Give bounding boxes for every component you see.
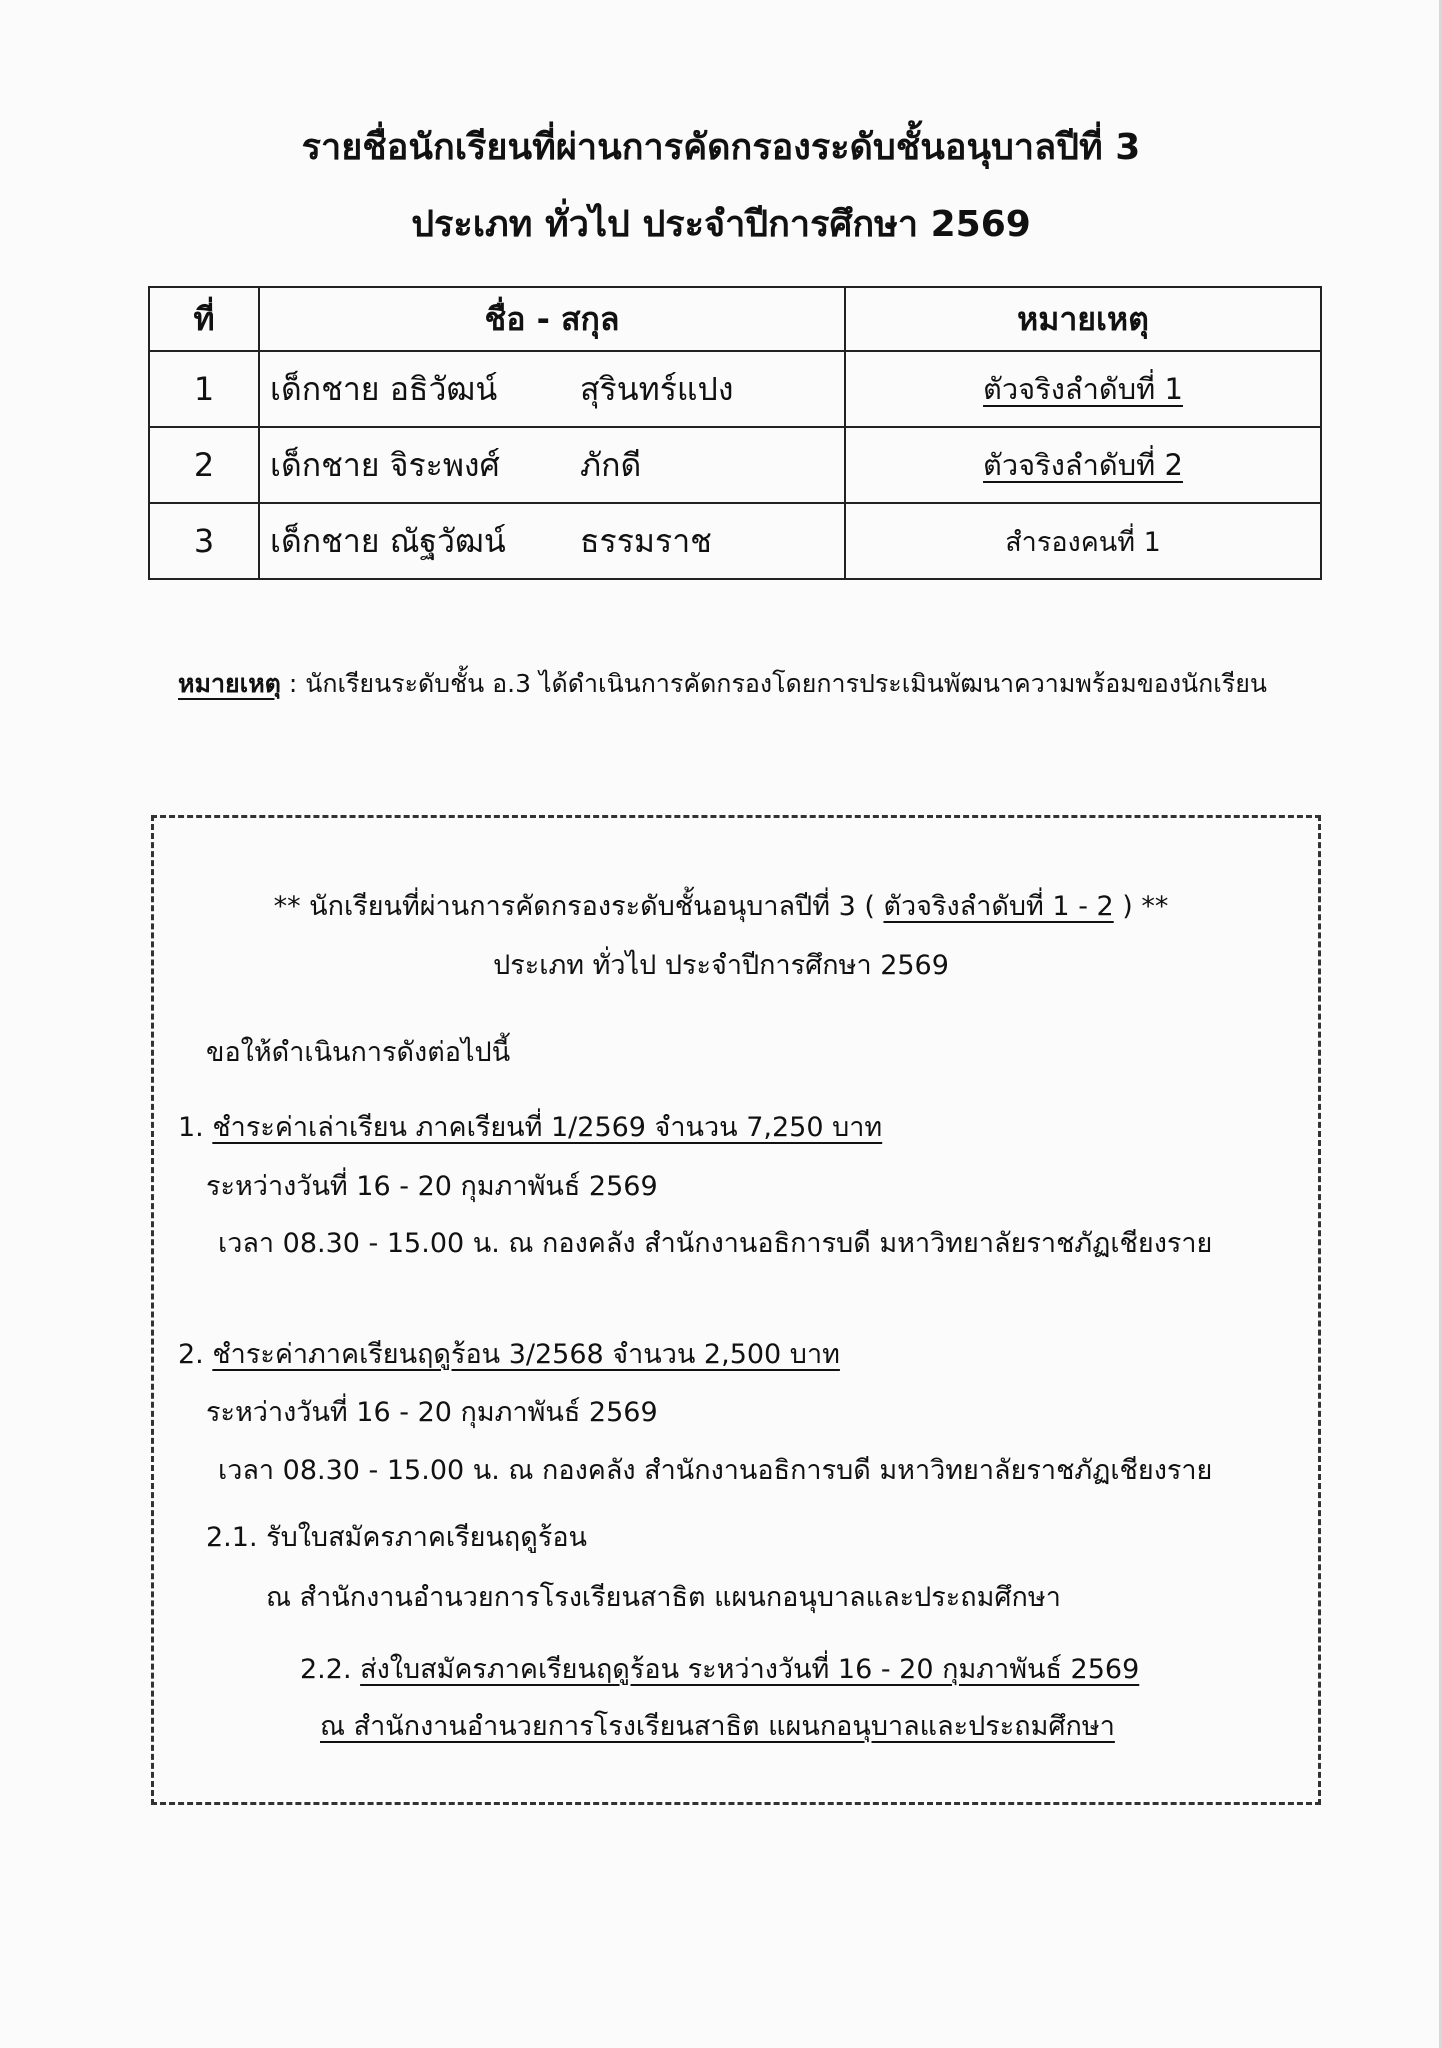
table-row bbox=[149, 351, 1321, 427]
item-2-date: ระหว่างวันที่ 16 - 20 กุมภาพันธ์ 2569 bbox=[206, 1397, 658, 1428]
box-heading-pre: ** นักเรียนที่ผ่านการคัดกรองระดับชั้นอนุบาลปีที่ 3 ( bbox=[273, 891, 884, 922]
row-note-text: ตัวจริงลำดับที่ 2 bbox=[983, 448, 1183, 482]
row-last-name: ภักดี bbox=[580, 445, 642, 484]
row-name bbox=[259, 351, 845, 427]
item-1-text: ชำระค่าเล่าเรียน ภาคเรียนที่ 1/2569 จำนวน 7,250 บาท bbox=[212, 1112, 883, 1143]
remark-label: หมายเหตุ bbox=[178, 669, 281, 698]
row-note bbox=[845, 427, 1321, 503]
row-note-text: ตัวจริงลำดับที่ 1 bbox=[983, 372, 1183, 406]
item-2-number: 2. bbox=[178, 1339, 213, 1370]
item-1 bbox=[178, 1105, 882, 1148]
box-intro: ขอให้ดำเนินการดังต่อไปนี้ bbox=[206, 1037, 511, 1068]
row-first-name: เด็กชาย ณัฐวัฒน์ bbox=[270, 521, 506, 560]
item-2-text: ชำระค่าภาคเรียนฤดูร้อน 3/2568 จำนวน 2,500 บาท bbox=[212, 1339, 840, 1370]
remark-text: : นักเรียนระดับชั้น อ.3 ได้ดำเนินการคัดกรองโดยการประเมินพัฒนาความพร้อมของนักเรียน bbox=[280, 669, 1267, 698]
table-row bbox=[149, 427, 1321, 503]
remark bbox=[178, 664, 1267, 704]
sub-item-2-2-place-text: ณ สำนักงานอำนวยการโรงเรียนสาธิต แผนกอนุบาลและประถมศึกษา bbox=[320, 1711, 1115, 1742]
header-note: หมายเหตุ bbox=[845, 287, 1321, 351]
row-no: 2 bbox=[149, 427, 259, 503]
row-name bbox=[259, 503, 845, 579]
box-heading-2: ประเภท ทั่วไป ประจำปีการศึกษา 2569 bbox=[493, 950, 949, 981]
item-1-place: เวลา 08.30 - 15.00 น. ณ กองคลัง สำนักงานอธิการบดี มหาวิทยาลัยราชภัฏเชียงราย bbox=[218, 1228, 1213, 1259]
sub-item-2-2 bbox=[300, 1647, 1139, 1690]
box-heading bbox=[0, 884, 1442, 927]
item-1-number: 1. bbox=[178, 1112, 213, 1143]
header-name: ชื่อ - สกุล bbox=[259, 287, 845, 351]
table-row bbox=[149, 503, 1321, 579]
item-2 bbox=[178, 1332, 840, 1375]
row-note bbox=[845, 503, 1321, 579]
table-header-row bbox=[149, 287, 1321, 351]
box-heading-post: ) ** bbox=[1113, 891, 1169, 922]
row-no: 1 bbox=[149, 351, 259, 427]
row-last-name: ธรรมราช bbox=[580, 521, 712, 560]
row-no: 3 bbox=[149, 503, 259, 579]
title-line-1: รายชื่อนักเรียนที่ผ่านการคัดกรองระดับชั้นอนุบาลปีที่ 3 bbox=[301, 127, 1141, 168]
row-name bbox=[259, 427, 845, 503]
item-1-date: ระหว่างวันที่ 16 - 20 กุมภาพันธ์ 2569 bbox=[206, 1171, 658, 1202]
sub-item-2-1-place: ณ สำนักงานอำนวยการโรงเรียนสาธิต แผนกอนุบาลและประถมศึกษา bbox=[266, 1582, 1061, 1613]
item-2-place: เวลา 08.30 - 15.00 น. ณ กองคลัง สำนักงานอธิการบดี มหาวิทยาลัยราชภัฏเชียงราย bbox=[218, 1455, 1213, 1486]
row-first-name: เด็กชาย จิระพงศ์ bbox=[270, 445, 500, 484]
sub-item-2-2-number: 2.2. bbox=[300, 1654, 361, 1685]
sub-item-2-2-text: ส่งใบสมัครภาคเรียนฤดูร้อน ระหว่างวันที่ 16 - 20 กุมภาพันธ์ 2569 bbox=[360, 1654, 1140, 1685]
row-first-name: เด็กชาย อธิวัฒน์ bbox=[270, 369, 498, 408]
row-note-text: สำรองคนที่ 1 bbox=[1005, 526, 1161, 558]
title-line-2: ประเภท ทั่วไป ประจำปีการศึกษา 2569 bbox=[411, 204, 1031, 245]
box-heading-underlined: ตัวจริงลำดับที่ 1 - 2 bbox=[883, 891, 1114, 922]
sub-item-2-1: 2.1. รับใบสมัครภาคเรียนฤดูร้อน bbox=[206, 1522, 587, 1553]
sub-item-2-2-place bbox=[320, 1704, 1115, 1747]
student-table bbox=[148, 286, 1322, 580]
row-last-name: สุรินทร์แปง bbox=[580, 369, 734, 408]
row-note bbox=[845, 351, 1321, 427]
header-no: ที่ bbox=[149, 287, 259, 351]
